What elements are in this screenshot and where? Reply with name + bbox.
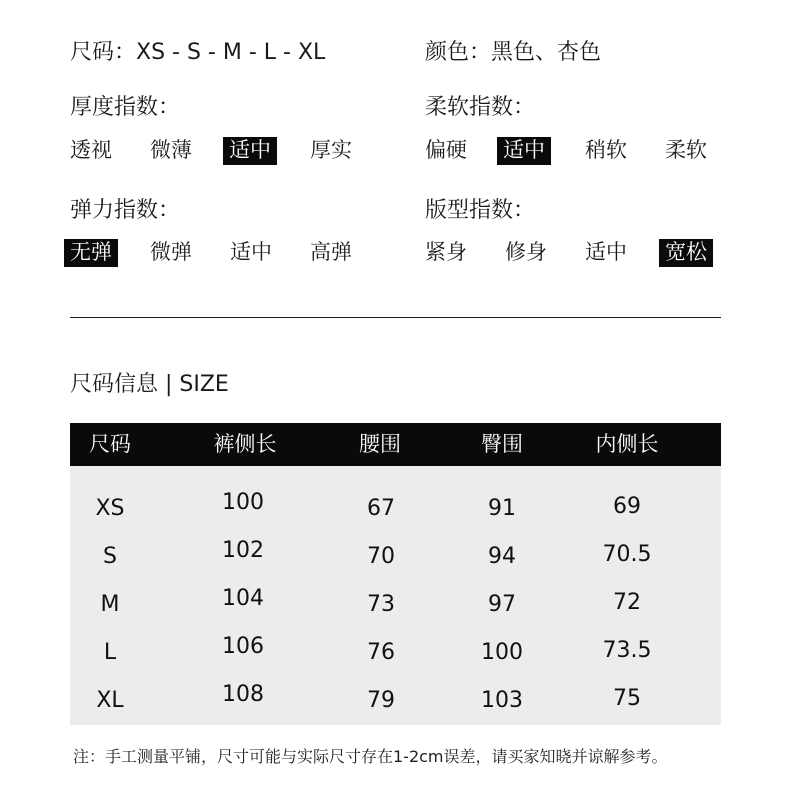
fit-option: 宽松 [659, 239, 713, 267]
table-cell: XS [95, 496, 125, 521]
table-cell: 70 [367, 544, 395, 569]
table-cell: 97 [488, 592, 516, 617]
table-cell: XL [96, 688, 124, 713]
measurement-note: 注：手工测量平铺，尺寸可能与实际尺寸存在1-2cm误差，请买家知晓并谅解参考。 [73, 747, 668, 766]
thickness-option: 适中 [223, 137, 277, 165]
table-cell: 70.5 [602, 542, 652, 567]
thickness-option: 厚实 [310, 138, 352, 162]
section-divider [70, 317, 721, 318]
table-cell: 102 [222, 538, 264, 563]
table-cell: 94 [488, 544, 516, 569]
table-cell: 72 [613, 590, 641, 615]
elasticity-option: 微弹 [150, 240, 192, 264]
table-cell: 73 [367, 592, 395, 617]
table-cell: 73.5 [602, 638, 652, 663]
header-inseam: 内侧长 [595, 432, 659, 456]
table-cell: S [103, 544, 117, 569]
size-info-title: 尺码信息 | SIZE [70, 372, 229, 397]
table-cell: L [103, 640, 117, 665]
softness-index-label: 柔软指数： [425, 95, 536, 120]
softness-option: 适中 [497, 137, 551, 165]
thickness-option: 透视 [70, 138, 112, 162]
size-table-body [70, 466, 721, 725]
color-values: 黑色、杏色 [491, 40, 602, 65]
size-table-header [70, 423, 721, 466]
table-cell: 103 [481, 688, 523, 713]
table-cell: 67 [367, 496, 395, 521]
header-hip: 臀围 [481, 432, 523, 456]
softness-option: 偏硬 [425, 138, 467, 162]
softness-option: 柔软 [665, 138, 707, 162]
table-cell: 106 [222, 634, 264, 659]
softness-option: 稍软 [585, 138, 627, 162]
table-cell: 79 [367, 688, 395, 713]
table-cell: 104 [222, 586, 264, 611]
table-cell: 75 [613, 686, 641, 711]
elasticity-option: 无弹 [64, 239, 118, 267]
table-cell: 91 [488, 496, 516, 521]
elasticity-option: 适中 [230, 240, 272, 264]
fit-option: 紧身 [425, 240, 467, 264]
fit-option: 修身 [505, 240, 547, 264]
fit-option: 适中 [585, 240, 627, 264]
header-waist: 腰围 [359, 432, 401, 456]
table-cell: 76 [367, 640, 395, 665]
thickness-option: 微薄 [150, 138, 192, 162]
table-cell: 69 [613, 494, 641, 519]
table-cell: 100 [481, 640, 523, 665]
elasticity-index-label: 弹力指数： [70, 198, 181, 223]
thickness-index-label: 厚度指数： [70, 95, 181, 120]
header-outseam: 裤侧长 [213, 432, 277, 456]
color-label: 颜色： [425, 40, 492, 65]
fit-index-label: 版型指数： [425, 198, 536, 223]
size-values: XS - S - M - L - XL [136, 40, 326, 65]
elasticity-option: 高弹 [310, 240, 352, 264]
table-cell: 100 [222, 490, 264, 515]
table-cell: M [100, 592, 120, 617]
header-size: 尺码 [89, 432, 131, 456]
table-cell: 108 [222, 682, 264, 707]
size-line [70, 39, 325, 67]
size-label: 尺码： [70, 40, 137, 65]
color-line [425, 39, 601, 67]
